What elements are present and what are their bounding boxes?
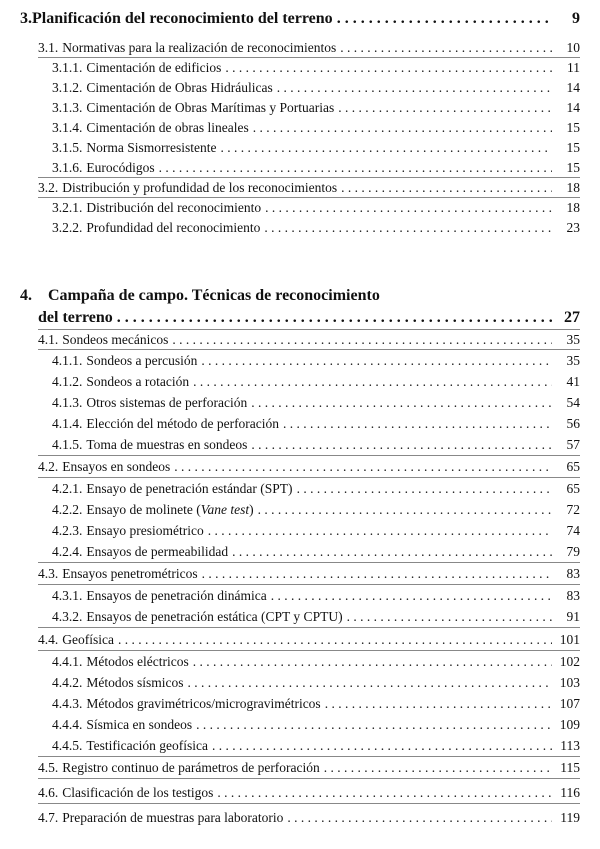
- dot-leader: [212, 737, 552, 755]
- entry-title: Cimentación de obras lineales: [86, 120, 249, 135]
- dot-leader: [196, 716, 552, 734]
- dot-leader: [201, 352, 552, 370]
- entry-number: 4.4.1.: [52, 654, 83, 669]
- page-number: 18: [566, 180, 580, 195]
- dot-leader: [271, 587, 552, 605]
- dot-leader: [174, 458, 552, 476]
- toc-entry[interactable]: [38, 631, 580, 649]
- toc-chapter-3[interactable]: [20, 10, 580, 28]
- entry-title: Geofísica: [62, 632, 114, 647]
- entry-title: Sondeos a percusión: [86, 353, 198, 368]
- dot-leader: [232, 543, 552, 561]
- dot-leader: [172, 331, 552, 349]
- toc-entry[interactable]: [38, 784, 580, 802]
- toc-entry[interactable]: [52, 415, 580, 433]
- toc-entry[interactable]: [52, 695, 580, 713]
- entry-number: 4.4.5.: [52, 738, 83, 753]
- entry-title: Distribución y profundidad de los reconocimientos: [62, 180, 338, 195]
- dot-leader: [324, 759, 552, 777]
- entry-title: Métodos sísmicos: [86, 675, 184, 690]
- divider: [38, 197, 580, 198]
- dot-leader: [202, 565, 552, 583]
- chapter-number: 3.: [20, 10, 32, 27]
- dot-leader: [338, 99, 552, 117]
- page-number: 11: [567, 60, 580, 75]
- entry-number: 4.4.: [38, 632, 59, 647]
- toc-entry[interactable]: [52, 522, 580, 540]
- toc-entry[interactable]: [52, 543, 580, 561]
- dot-leader: [188, 674, 552, 692]
- toc-chapter-4[interactable]: [20, 287, 580, 305]
- entry-number: 3.1.2.: [52, 80, 83, 95]
- entry-title-italic: Vane test: [200, 502, 250, 517]
- dot-leader: [193, 653, 552, 671]
- toc-entry[interactable]: [52, 674, 580, 692]
- dot-leader: [287, 809, 552, 827]
- entry-number: 4.2.: [38, 459, 59, 474]
- dot-leader: [340, 39, 552, 57]
- toc-entry[interactable]: [52, 436, 580, 454]
- entry-title: Ensayo presiométrico: [86, 523, 204, 538]
- toc-entry[interactable]: [52, 59, 580, 77]
- divider: [38, 562, 580, 563]
- entry-title: Métodos eléctricos: [86, 654, 189, 669]
- toc-entry[interactable]: [38, 458, 580, 476]
- toc-entry[interactable]: [52, 79, 580, 97]
- entry-title: Cimentación de Obras Marítimas y Portuarias: [86, 100, 335, 115]
- page-number: 9: [572, 10, 580, 27]
- entry-title: [86, 501, 253, 519]
- page-number: 72: [566, 502, 580, 517]
- page-number: 74: [566, 523, 580, 538]
- toc-entry[interactable]: [52, 119, 580, 137]
- entry-number: 3.2.: [38, 180, 59, 195]
- page-number: 14: [566, 100, 580, 115]
- entry-number: 4.1.1.: [52, 353, 83, 368]
- entry-number: 4.6.: [38, 785, 59, 800]
- entry-number: 4.3.2.: [52, 609, 83, 624]
- page-number: 15: [566, 120, 580, 135]
- divider: [38, 177, 580, 178]
- page-number: 83: [566, 566, 580, 581]
- toc-entry[interactable]: [52, 608, 580, 626]
- dot-leader: [265, 199, 552, 217]
- dot-leader: [225, 59, 552, 77]
- page-number: 35: [566, 332, 580, 347]
- entry-number: 3.1.1.: [52, 60, 83, 75]
- entry-number: 4.2.1.: [52, 481, 83, 496]
- page-number: 18: [566, 200, 580, 215]
- page-number: 15: [566, 160, 580, 175]
- page-number: 14: [566, 80, 580, 95]
- toc-entry[interactable]: [52, 199, 580, 217]
- page-number: 65: [566, 459, 580, 474]
- dot-leader: [341, 179, 552, 197]
- page-number: 103: [559, 675, 580, 690]
- dot-leader: [264, 219, 552, 237]
- chapter-number: 4.: [20, 287, 32, 304]
- chapter-title-continued: del terreno: [38, 309, 113, 326]
- entry-title: Métodos gravimétricos/microgravimétricos: [86, 696, 321, 711]
- page-number: 109: [559, 717, 580, 732]
- entry-title: Ensayos de permeabilidad: [86, 544, 229, 559]
- entry-number: 4.1.2.: [52, 374, 83, 389]
- page-number: 15: [566, 140, 580, 155]
- divider: [38, 349, 580, 350]
- toc-entry[interactable]: [38, 809, 580, 827]
- page-number: 27: [564, 309, 580, 326]
- page-number: 65: [566, 481, 580, 496]
- entry-title: Cimentación de edificios: [86, 60, 222, 75]
- dot-leader: [251, 394, 552, 412]
- toc-entry[interactable]: [38, 565, 580, 583]
- dot-leader: [277, 79, 552, 97]
- toc-entry[interactable]: [52, 501, 580, 519]
- entry-title: Preparación de muestras para laboratorio: [62, 810, 284, 825]
- entry-number: 3.1.5.: [52, 140, 83, 155]
- entry-title: Cimentación de Obras Hidráulicas: [86, 80, 273, 95]
- entry-number: 4.1.5.: [52, 437, 83, 452]
- divider: [38, 329, 580, 330]
- entry-number: 4.1.3.: [52, 395, 83, 410]
- page-number: 101: [559, 632, 580, 647]
- entry-title: Ensayos de penetración estática (CPT y CPTU): [86, 609, 343, 624]
- toc-entry[interactable]: [52, 99, 580, 117]
- dot-leader: [325, 695, 552, 713]
- entry-title: Ensayos en sondeos: [62, 459, 171, 474]
- toc-entry[interactable]: [52, 373, 580, 391]
- page-number: 107: [559, 696, 580, 711]
- divider: [38, 57, 580, 58]
- toc-entry[interactable]: [52, 653, 580, 671]
- page-number: 102: [559, 654, 580, 669]
- toc-entry[interactable]: [52, 139, 580, 157]
- divider: [38, 455, 580, 456]
- divider: [38, 803, 580, 804]
- page-number: 57: [566, 437, 580, 452]
- entry-title: Sondeos a rotación: [86, 374, 190, 389]
- page-number: 41: [566, 374, 580, 389]
- entry-number: 4.2.3.: [52, 523, 83, 538]
- page-number: 116: [560, 785, 580, 800]
- page-number: 79: [566, 544, 580, 559]
- toc-entry[interactable]: [52, 394, 580, 412]
- entry-title: Sísmica en sondeos: [86, 717, 193, 732]
- entry-number: 3.2.2.: [52, 220, 83, 235]
- divider: [38, 477, 580, 478]
- toc-entry[interactable]: [52, 352, 580, 370]
- page-number: 113: [560, 738, 580, 753]
- entry-number: 4.4.2.: [52, 675, 83, 690]
- toc-entry[interactable]: [38, 331, 580, 349]
- toc-entry[interactable]: [38, 39, 580, 57]
- entry-title: Elección del método de perforación: [86, 416, 280, 431]
- toc-entry[interactable]: [52, 159, 580, 177]
- toc-entry[interactable]: [52, 716, 580, 734]
- entry-title: Clasificación de los testigos: [62, 785, 214, 800]
- chapter-title: Campaña de campo. Técnicas de reconocimiento: [48, 287, 380, 304]
- dot-leader: [217, 784, 552, 802]
- divider: [38, 778, 580, 779]
- entry-title: Ensayo de penetración estándar (SPT): [86, 481, 293, 496]
- entry-number: 4.2.2.: [52, 502, 83, 517]
- page-number: 115: [560, 760, 580, 775]
- toc-entry[interactable]: [38, 759, 580, 777]
- entry-title-start: Ensayo de molinete (: [86, 502, 201, 517]
- entry-title: Distribución del reconocimiento: [86, 200, 262, 215]
- page-number: 54: [566, 395, 580, 410]
- dot-leader: [337, 10, 552, 28]
- entry-title: Eurocódigos: [86, 160, 155, 175]
- entry-title: Registro continuo de parámetros de perforación: [62, 760, 320, 775]
- page-number: 83: [566, 588, 580, 603]
- dot-leader: [220, 139, 552, 157]
- entry-number: 4.3.1.: [52, 588, 83, 603]
- dot-leader: [258, 501, 552, 519]
- dot-leader: [208, 522, 552, 540]
- dot-leader: [117, 309, 552, 327]
- entry-title: Ensayos de penetración dinámica: [86, 588, 267, 603]
- entry-title: Otros sistemas de perforación: [86, 395, 248, 410]
- page-number: 56: [566, 416, 580, 431]
- toc-entry[interactable]: [52, 480, 580, 498]
- page-number: 23: [566, 220, 580, 235]
- divider: [38, 627, 580, 628]
- divider: [38, 584, 580, 585]
- entry-number: 3.1.3.: [52, 100, 83, 115]
- entry-number: 3.1.6.: [52, 160, 83, 175]
- toc-entry[interactable]: [38, 179, 580, 197]
- page-number: 35: [566, 353, 580, 368]
- entry-title-end: ): [249, 502, 254, 517]
- page-number: 10: [566, 40, 580, 55]
- entry-title: Ensayos penetrométricos: [62, 566, 198, 581]
- divider: [38, 756, 580, 757]
- dot-leader: [193, 373, 552, 391]
- page-number: 119: [560, 810, 580, 825]
- entry-number: 4.1.4.: [52, 416, 83, 431]
- toc-entry[interactable]: [52, 737, 580, 755]
- entry-title: Toma de muestras en sondeos: [86, 437, 248, 452]
- entry-number: 4.4.3.: [52, 696, 83, 711]
- page-number: 91: [566, 609, 580, 624]
- dot-leader: [283, 415, 552, 433]
- entry-number: 4.1.: [38, 332, 59, 347]
- entry-number: 4.4.4.: [52, 717, 83, 732]
- entry-number: 4.2.4.: [52, 544, 83, 559]
- entry-number: 4.7.: [38, 810, 59, 825]
- entry-title: Profundidad del reconocimiento: [86, 220, 261, 235]
- toc-entry[interactable]: [52, 219, 580, 237]
- entry-title: Testificación geofísica: [86, 738, 209, 753]
- entry-title: Normativas para la realización de reconocimientos: [62, 40, 337, 55]
- dot-leader: [253, 119, 552, 137]
- entry-number: 4.5.: [38, 760, 59, 775]
- dot-leader: [347, 608, 552, 626]
- divider: [38, 650, 580, 651]
- entry-number: 3.1.: [38, 40, 59, 55]
- dot-leader: [118, 631, 552, 649]
- chapter-title: Planificación del reconocimiento del terreno: [32, 10, 333, 27]
- entry-number: 3.2.1.: [52, 200, 83, 215]
- dot-leader: [159, 159, 552, 177]
- entry-number: 4.3.: [38, 566, 59, 581]
- entry-title: Norma Sismorresistente: [86, 140, 217, 155]
- dot-leader: [297, 480, 552, 498]
- entry-title: Sondeos mecánicos: [62, 332, 169, 347]
- toc-chapter-4-continued[interactable]: [38, 309, 580, 327]
- toc-entry[interactable]: [52, 587, 580, 605]
- dot-leader: [251, 436, 552, 454]
- entry-number: 3.1.4.: [52, 120, 83, 135]
